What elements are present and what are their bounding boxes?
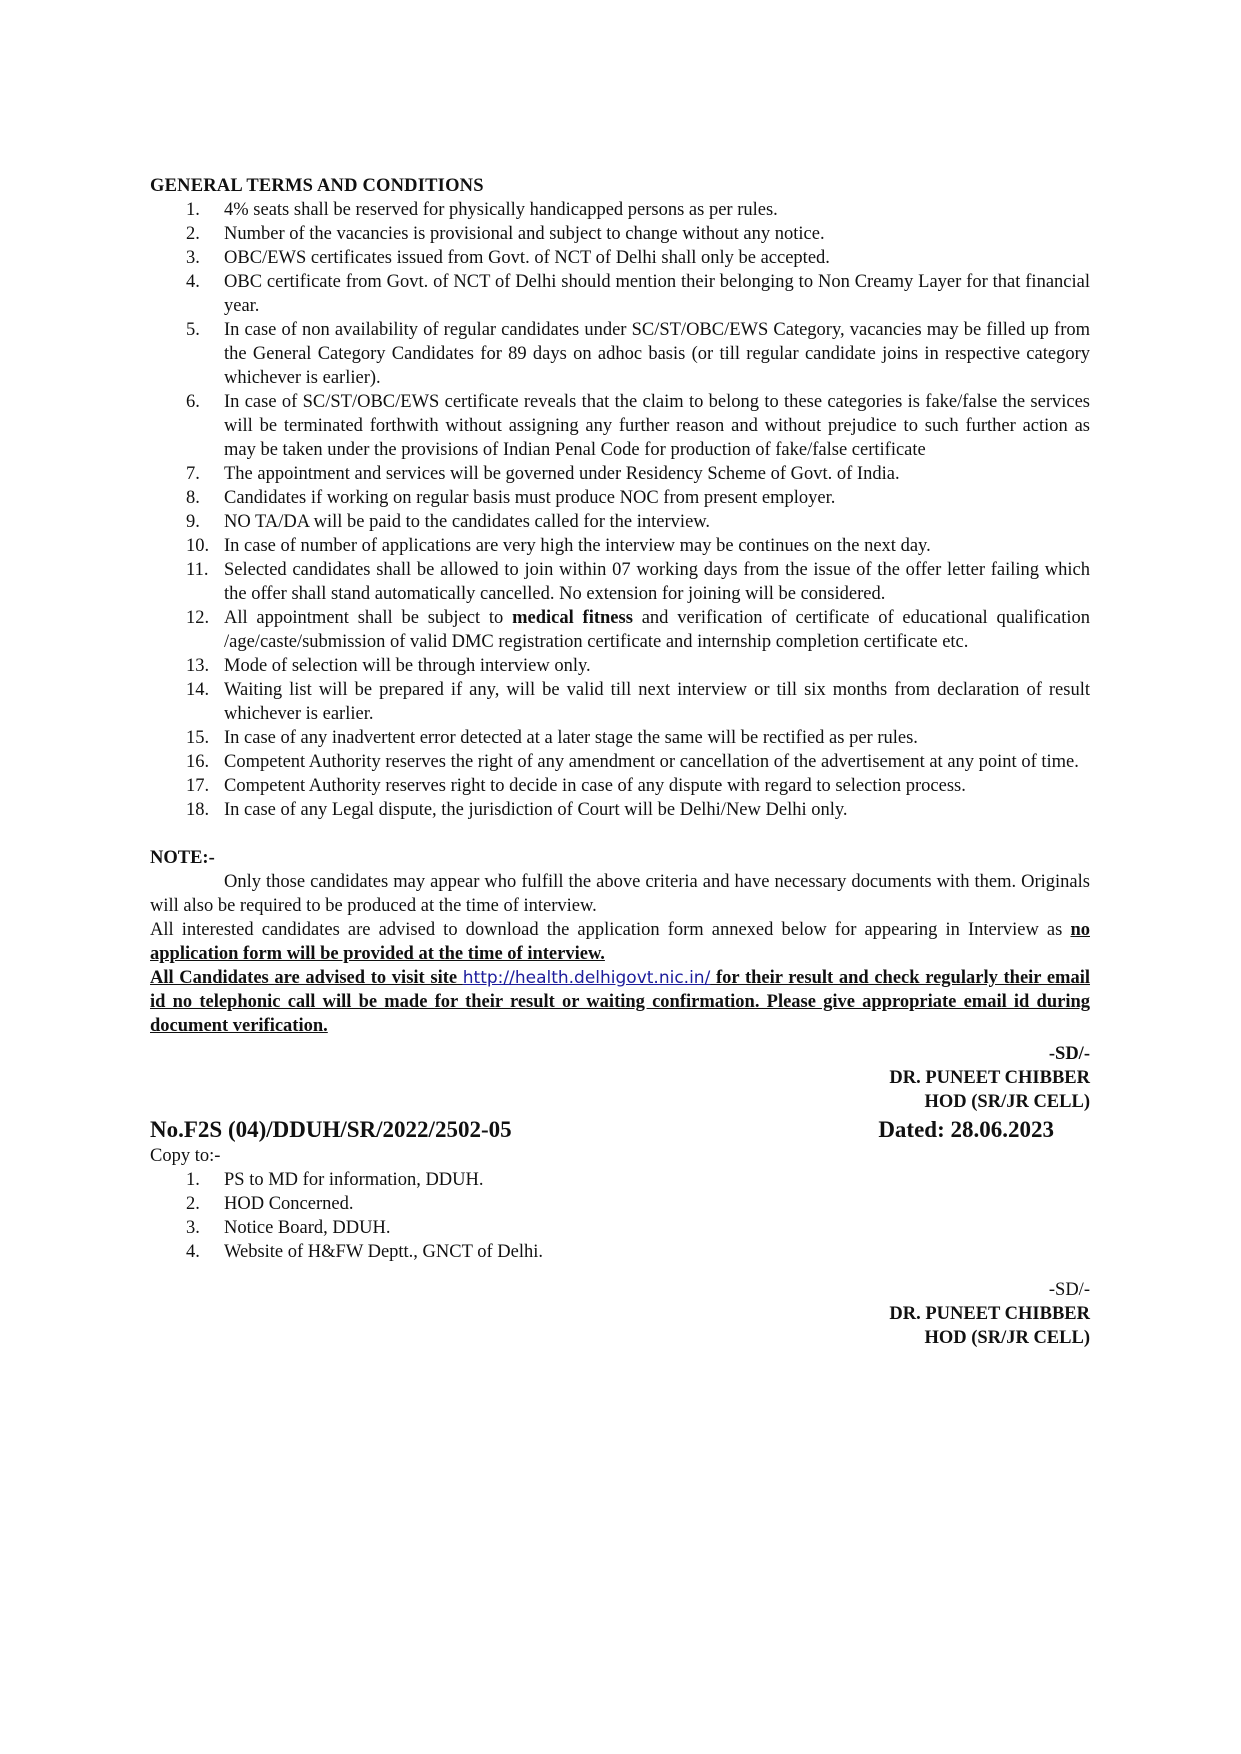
term-text: NO TA/DA will be paid to the candidates called for the interview. <box>224 512 711 532</box>
term-text: and verification of certificate of educational qualification /age/caste/submission of valid DMC registration certificate and internship completion certificate etc. <box>224 608 1090 652</box>
term-text: In case of any inadvertent error detected at a later stage the same will be rectified as per rules. <box>224 728 918 748</box>
signature-sd: -SD/- <box>1048 1280 1090 1300</box>
note-paragraph-website <box>150 966 1090 1038</box>
term-text: Candidates if working on regular basis must produce NOC from present employer. <box>224 488 836 508</box>
note-heading: NOTE:- <box>150 848 215 868</box>
term-bold-text: medical fitness <box>512 608 633 628</box>
term-item <box>186 654 1090 678</box>
copy-text: Notice Board, DDUH. <box>224 1218 391 1238</box>
term-item <box>186 486 1090 510</box>
copy-to-item <box>186 1168 1090 1192</box>
copy-to-item <box>186 1240 1090 1264</box>
terms-list <box>150 198 1090 822</box>
term-text: All appointment shall be subject to <box>224 608 513 628</box>
term-number: 5. <box>186 320 200 340</box>
term-text: Competent Authority reserves right to decide in case of any dispute with regard to selection process. <box>224 776 966 796</box>
copy-to-item <box>186 1192 1090 1216</box>
term-number: 17. <box>186 776 210 796</box>
copy-to-list <box>150 1168 1090 1264</box>
term-text: OBC/EWS certificates issued from Govt. of NCT of Delhi shall only be accepted. <box>224 248 830 268</box>
copy-number: 4. <box>186 1242 200 1262</box>
signatory-name: DR. PUNEET CHIBBER <box>889 1068 1090 1088</box>
term-number: 9. <box>186 512 200 532</box>
term-number: 2. <box>186 224 200 244</box>
note-text: All interested candidates are advised to download the application form annexed below for appearing in Interview as <box>150 920 1071 940</box>
copy-text: PS to MD for information, DDUH. <box>224 1170 484 1190</box>
term-item <box>186 726 1090 750</box>
term-number: 4. <box>186 272 200 292</box>
term-number: 16. <box>186 752 210 772</box>
term-text: In case of SC/ST/OBC/EWS certificate reveals that the claim to belong to these categories is fake/false the services will be terminated forthwith without assigning any further reason and without prejudice to such further action as may be taken under the provisions of Indian Penal Code for production of fake/false certificate <box>224 392 1090 460</box>
copy-text: Website of H&FW Deptt., GNCT of Delhi. <box>224 1242 543 1262</box>
document-page <box>150 174 1090 1350</box>
term-text: The appointment and services will be governed under Residency Scheme of Govt. of India. <box>224 464 900 484</box>
term-item <box>186 606 1090 654</box>
note-emphasis: no application form will be provided at the time of interview. <box>150 920 1090 964</box>
term-text: Mode of selection will be through interview only. <box>224 656 591 676</box>
term-number: 8. <box>186 488 200 508</box>
reference-line <box>150 1116 1090 1144</box>
signatory-name: DR. PUNEET CHIBBER <box>889 1304 1090 1324</box>
term-text: Selected candidates shall be allowed to join within 07 working days from the issue of the offer letter failing which the offer shall stand automatically cancelled. No extension for joining will be considered. <box>224 560 1090 604</box>
note-paragraph-application-form <box>150 918 1090 966</box>
term-number: 3. <box>186 248 200 268</box>
term-item <box>186 318 1090 390</box>
signature-block-2 <box>150 1278 1090 1350</box>
term-number: 6. <box>186 392 200 412</box>
term-text: In case of any Legal dispute, the jurisdiction of Court will be Delhi/New Delhi only. <box>224 800 848 820</box>
term-item <box>186 558 1090 606</box>
term-item <box>186 510 1090 534</box>
term-number: 1. <box>186 200 200 220</box>
term-item <box>186 462 1090 486</box>
signatory-title: HOD (SR/JR CELL) <box>924 1328 1090 1348</box>
term-item <box>186 270 1090 318</box>
term-item <box>186 774 1090 798</box>
reference-number: No.F2S (04)/DDUH/SR/2022/2502-05 <box>150 1117 512 1142</box>
signatory-title: HOD (SR/JR CELL) <box>924 1092 1090 1112</box>
note-text: for their result and check regularly their email id no telephonic call will be made for their result or waiting confirmation. Please give appropriate email id during document verification. <box>150 968 1090 1036</box>
term-number: 18. <box>186 800 210 820</box>
note-paragraph-criteria: Only those candidates may appear who fulfill the above criteria and have necessary documents with them. Originals will also be required to be produced at the time of interview. <box>150 872 1090 916</box>
copy-number: 2. <box>186 1194 200 1214</box>
signature-block-1 <box>150 1042 1090 1114</box>
term-item <box>186 198 1090 222</box>
term-number: 15. <box>186 728 210 748</box>
copy-number: 3. <box>186 1218 200 1238</box>
term-text: Number of the vacancies is provisional and subject to change without any notice. <box>224 224 825 244</box>
term-item <box>186 222 1090 246</box>
term-text: Competent Authority reserves the right of any amendment or cancellation of the advertisement at any point of time. <box>224 752 1079 772</box>
term-text: In case of non availability of regular candidates under SC/ST/OBC/EWS Category, vacancies may be filled up from the General Category Candidates for 89 days on adhoc basis (or till regular candidate joins in respective category whichever is earlier). <box>224 320 1090 388</box>
term-number: 10. <box>186 536 210 556</box>
signature-sd: -SD/- <box>1048 1044 1090 1064</box>
copy-number: 1. <box>186 1170 200 1190</box>
term-number: 12. <box>186 608 210 628</box>
copy-text: HOD Concerned. <box>224 1194 354 1214</box>
term-number: 7. <box>186 464 200 484</box>
term-text: In case of number of applications are very high the interview may be continues on the next day. <box>224 536 931 556</box>
term-number: 11. <box>186 560 209 580</box>
reference-date: Dated: 28.06.2023 <box>878 1117 1054 1142</box>
term-text: OBC certificate from Govt. of NCT of Delhi should mention their belonging to Non Creamy Layer for that financial year. <box>224 272 1090 316</box>
copy-to-label: Copy to:- <box>150 1146 221 1166</box>
term-number: 14. <box>186 680 210 700</box>
term-item <box>186 534 1090 558</box>
terms-heading: GENERAL TERMS AND CONDITIONS <box>150 176 484 196</box>
term-number: 13. <box>186 656 210 676</box>
term-item <box>186 390 1090 462</box>
health-website-link[interactable]: http://health.delhigovt.nic.in/ <box>462 968 711 988</box>
term-item <box>186 750 1090 774</box>
term-text: 4% seats shall be reserved for physically handicapped persons as per rules. <box>224 200 778 220</box>
term-item <box>186 246 1090 270</box>
term-item <box>186 678 1090 726</box>
term-text: Waiting list will be prepared if any, will be valid till next interview or till six months from declaration of result whichever is earlier. <box>224 680 1090 724</box>
note-text: All Candidates are advised to visit site <box>150 968 463 988</box>
copy-to-item <box>186 1216 1090 1240</box>
term-item <box>186 798 1090 822</box>
